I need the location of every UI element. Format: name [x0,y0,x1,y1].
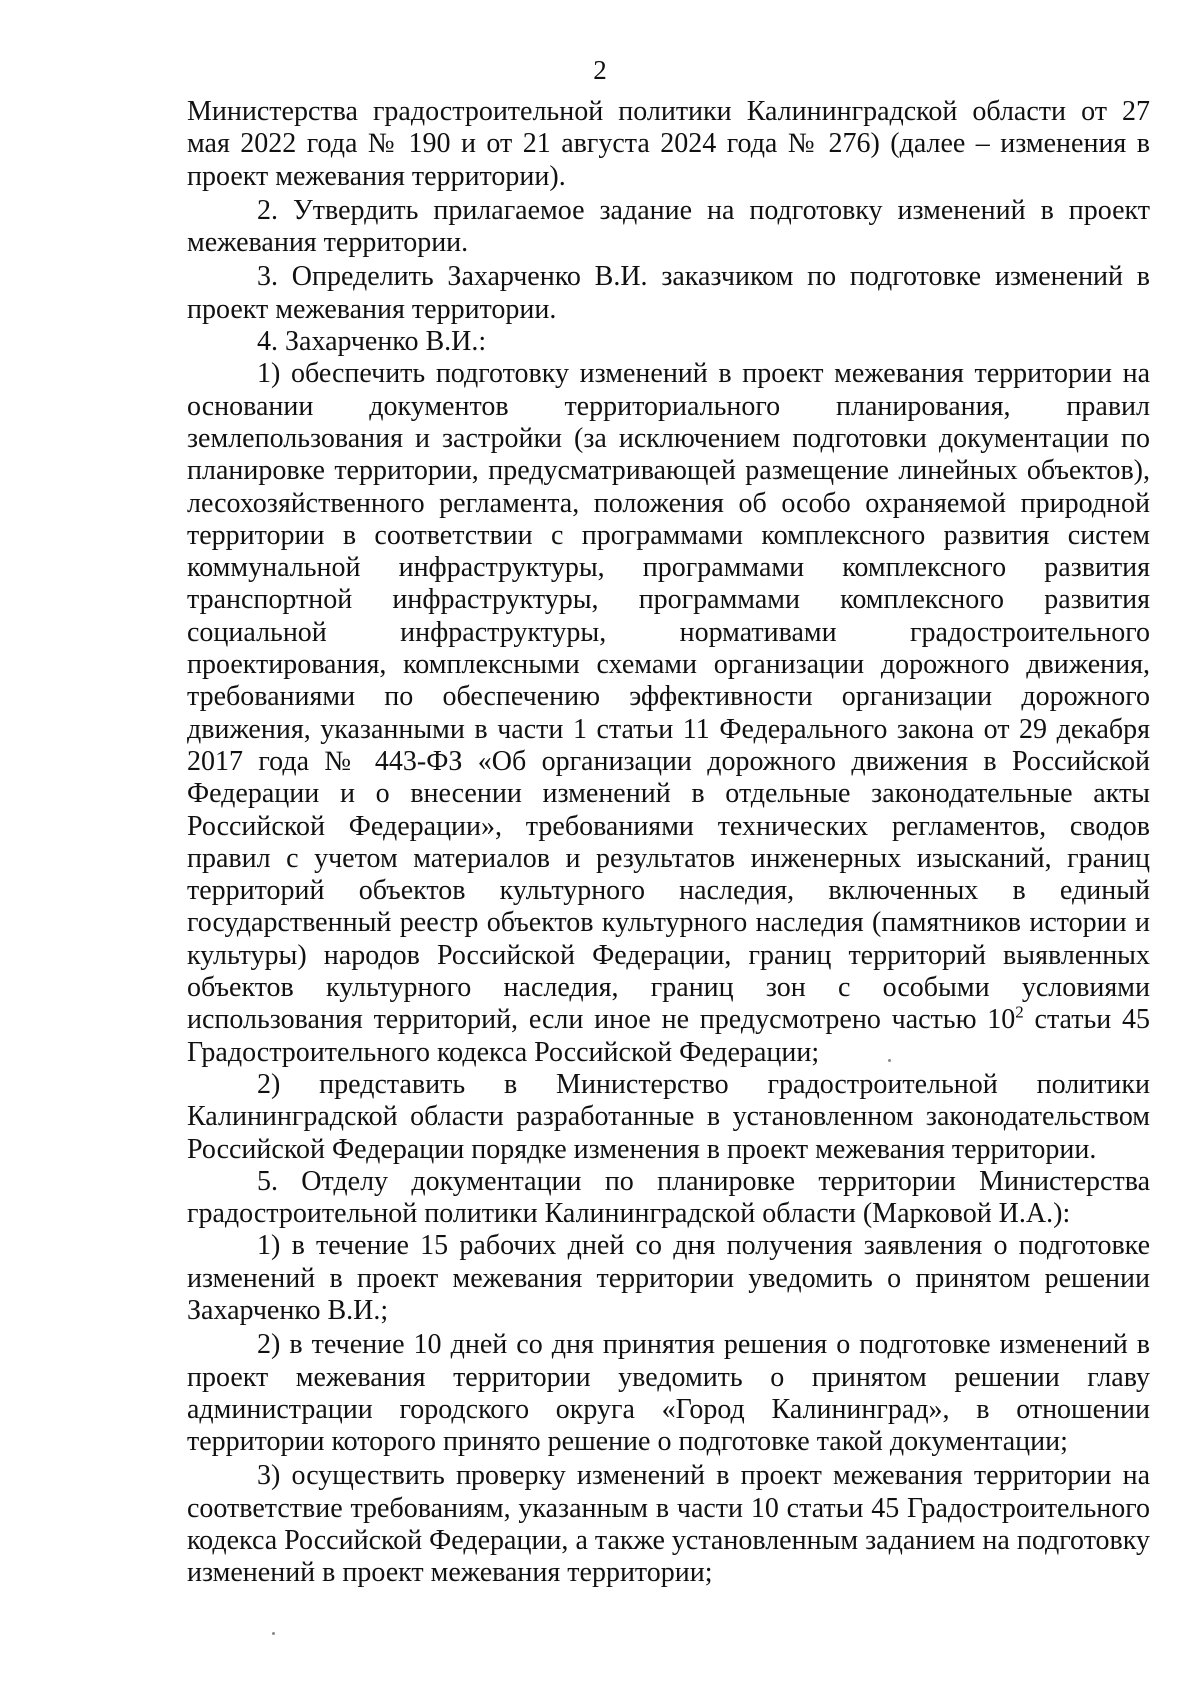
scan-speck [272,1632,275,1635]
scan-speck [888,1059,891,1062]
paragraph-item-3: 3. Определить Захарченко В.И. заказчиком по подготовке изменений в проект межевания территории. [187,261,1150,325]
paragraph-item-5-2: 2) в течение 10 дней со дня принятия решения о подготовке изменений в проект межевания территории уведомить о принятом решении главу администрации городского округа «Город Калининград», в отношении территории которого принято решение о подготовке такой документации; [187,1329,1150,1458]
paragraph-item-2: 2. Утвердить прилагаемое задание на подготовку изменений в проект межевания территории. [187,194,1150,259]
document-body [187,96,1150,1590]
page-number: 2 [593,55,607,85]
superscript-2: 2 [1015,1002,1024,1022]
paragraph-item-5-3: 3) осуществить проверку изменений в проект межевания территории на соответствие требованиям, указанным в части 10 статьи 45 Градостроительного кодекса Российской Федерации, а также установленным заданием на подготовку изменений в проект межевания территории; [187,1460,1150,1589]
paragraph-item-4: 4. Захарченко В.И.: [257,326,487,358]
paragraph-item-5-1: 1) в течение 15 рабочих дней со дня получения заявления о подготовке изменений в проект межевания территории уведомить о принятом решении Захарченко В.И.; [187,1230,1150,1326]
paragraph-continuation: Министерства градостроительной политики Калининградской области от 27 мая 2022 года № 190 и от 21 августа 2024 года № 276) (далее – изменения в проект межевания территории). [187,96,1150,192]
paragraph-item-4-1 [187,358,1150,1069]
paragraph-item-4-2: 2) представить в Министерство градостроительной политики Калининградской области разработанные в установленном законодательством Российской Федерации порядке изменения в проект межевания территории. [187,1068,1150,1165]
paragraph-item-5: 5. Отделу документации по планировке территории Министерства градостроительной политики Калининградской области (Марковой И.А.): [187,1165,1150,1230]
paragraph-item-4-1-tail: статьи 45 Градостроительного кодекса Российской Федерации; [187,1004,1151,1068]
paragraph-item-4-1-text: 1) обеспечить подготовку изменений в проект межевания территории на основании документов территориального планирования, правил землепользования и застройки (за исключением подготовки документации по планировке территории, предусматривающей размещение линейных объектов), лесохозяйственного регламента, положения об особо охраняемой природной территории в соответствии с программами комплексного развития систем коммунальной инфраструктуры, программами комплексного развития транспортной инфраструктуры, программами комплексного развития социальной инфраструктуры, нормативами градостроительного проектирования, комплексными схемами организации дорожного движения, требованиями по обеспечению эффективности организации дорожного движения, указанными в части 1 статьи 11 Федерального закона от 29 декабря 2017 года № 443-ФЗ «Об организации дорожного движения в Российской Федерации и о внесении изменений в отдельные законодательные акты Российской Федерации», требованиями технических регламентов, сводов правил с учетом материалов и результатов инженерных изысканий, границ территорий объектов культурного наследия, включенных в единый государственный реестр объектов культурного наследия (памятников истории и культуры) народов Российской Федерации, границ территорий выявленных объектов культурного наследия, границ зон с особыми условиями использования территорий, если иное не предусмотрено частью 10 [187,358,1150,1036]
